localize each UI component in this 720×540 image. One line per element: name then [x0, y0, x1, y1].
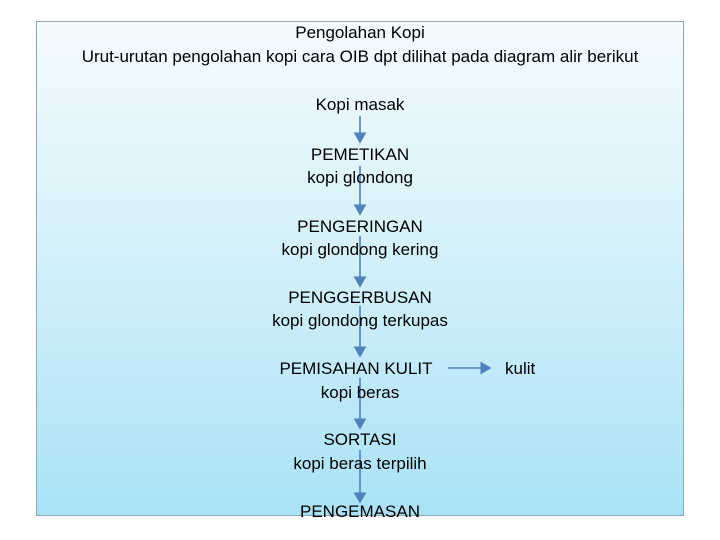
step-4-process: PEMISAHAN KULIT	[279, 359, 433, 378]
page-subtitle: Urut-urutan pengolahan kopi cara OIB dpt dilihat pada diagram alir berikut	[81, 47, 639, 66]
flow-end: PENGEMASAN	[300, 502, 420, 521]
step-2-product: kopi glondong kering	[281, 240, 439, 259]
step-2-process: PENGERINGAN	[297, 217, 423, 236]
step-3-product: kopi glondong terkupas	[272, 311, 448, 330]
step-5-process: SORTASI	[323, 430, 397, 449]
step-4-product: kopi beras	[320, 383, 400, 402]
step-5-product: kopi beras terpilih	[293, 454, 427, 473]
flow-start: Kopi masak	[315, 95, 405, 114]
step-3-process: PENGGERBUSAN	[288, 288, 432, 307]
page-title: Pengolahan Kopi	[295, 23, 425, 42]
step-1-product: kopi glondong	[307, 168, 413, 187]
step-1-process: PEMETIKAN	[310, 145, 410, 164]
side-output-kulit: kulit	[505, 359, 536, 378]
